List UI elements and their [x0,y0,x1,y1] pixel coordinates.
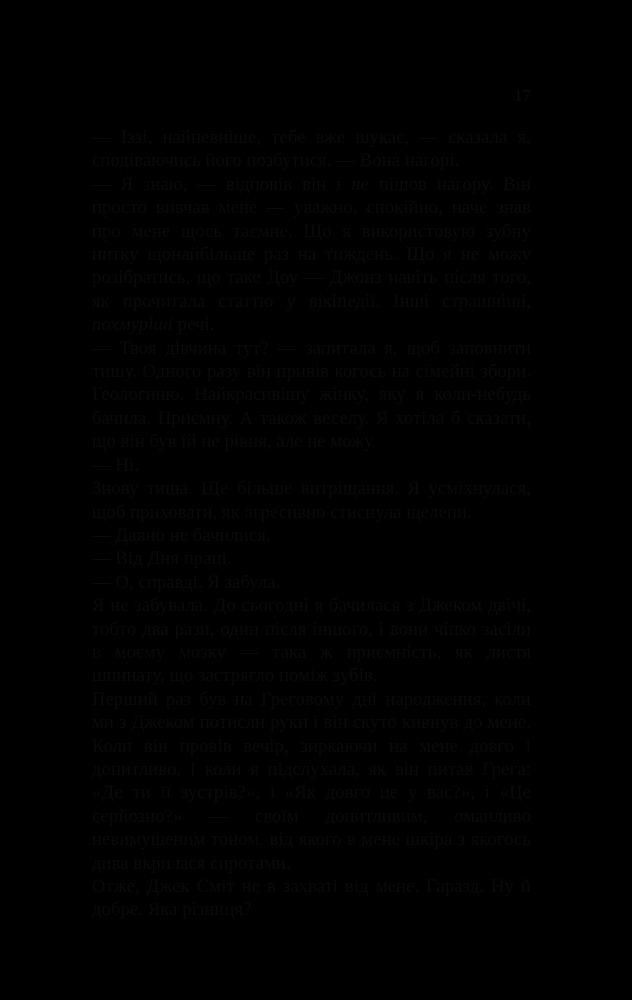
paragraph-6: — Давно не бачилися. [92,524,271,546]
paragraph-4: — Ні. [92,454,139,476]
paragraph-5: Знову тиша. Ще більше витріщання. Я усміхнулася, щоб приховати, як агресивно стиснула щелепи. [92,478,531,523]
paragraph-3: — Твоя дівчина тут? — запитала я, щоб заповнити тишу. Одного разу він привів когось на сімейні збори. Геологиню. Найкрасивішу жінку, яку я коли-небудь бачила. Приємну. А також веселу. Я хотіла б сказати, що він був їй не рівня, але не можу. [92,337,531,453]
body-text [92,126,531,922]
paragraph-2-italic-ne: не [351,173,370,195]
paragraph-7: — Від Дня праці. [92,548,232,570]
paragraph-2-italic-pokhmurishi: похмуріші [92,314,173,336]
paragraph-2 [92,173,531,337]
paragraph-10: Перший раз був на Греговому дні народження, коли ми з Джеком потисли руки і він скуто кивнув до мене. Коли він провів вечір, зиркаючи на мене довго і допитливо. І коли я підслухала, як він питав Грега: «Де ти її зустрів?», і «Як довго це у вас?», і «Це серйозно?» — своїм допитливим, оманливо невимушеним тоном, від якого в мене шкіра з якогось дива вкрилася сиротами. [92,688,531,874]
page-number: 17 [514,86,531,105]
paragraph-2-part-c: речі. [172,314,215,336]
paragraph-2-part-a: — Я знаю, — відповів він і [92,173,352,195]
paragraph-11: Отже, Джек Сміт не в захваті від мене. Гаразд. Ну й добре. Яка різниця? [92,876,531,921]
paragraph-1: — Іззі, найпевніше, тебе вже шукає, — сказала я, сподіваючись його позбутися. — Вона нагорі. [92,127,531,172]
paragraph-8: — О, справді. Я забула. [92,571,281,593]
paragraph-9: Я не забувала. До сьогодні я бачилася з Джеком двічі, тобто два рази, один після іншого, і вони чіпко засіли в моєму мозку — така ж приємність, як листя шпинату, що застрягло поміж зубів. [92,595,531,687]
paragraph-2-part-b: пішов нагору. Він просто вивчав мене — уважно, спокійно, наче знав про мене щось таємне. Що я використовую зубну нитку щонайбільше раз на тиждень. Що я не можу розібратись, що таке Доу — Джонз навіть після того, як прочитала статтю у вікіпедії. Інші страшніші, [92,173,532,312]
